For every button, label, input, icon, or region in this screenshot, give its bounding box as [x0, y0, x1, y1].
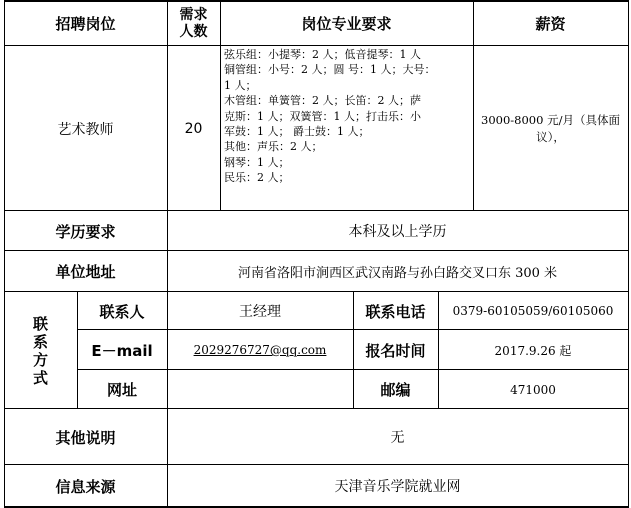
table-border-left [4, 0, 5, 508]
contact-person-value: 王经理 [239, 304, 281, 320]
requirement-line: 军鼓：1 人； 爵士鼓：1 人； [224, 125, 370, 139]
header-salary: 薪资 [535, 15, 566, 33]
education-label: 学历要求 [55, 222, 116, 241]
contact-signup-label: 报名时间 [365, 341, 426, 360]
table-border-right [628, 0, 629, 508]
contact-website-label: 网址 [106, 381, 137, 399]
header-position: 招聘岗位 [55, 15, 116, 33]
address-label: 单位地址 [55, 263, 116, 281]
table-rule [4, 408, 629, 409]
contact-label-char: 式 [32, 368, 48, 387]
requirement-line: 弦乐组：小提琴：2 人；低音提琴：1 人 [224, 48, 421, 61]
requirement-line: 克斯：1 人；双簧管：1 人；打击乐：小 [224, 109, 421, 123]
contact-email-value [167, 330, 353, 370]
email-link[interactable]: 2029276727@qq.com [193, 343, 327, 357]
notes-label: 其他说明 [55, 428, 116, 447]
contact-label [4, 292, 77, 409]
requirement-line: 木管组：单簧管：2 人；长笛：2 人；萨 [224, 94, 421, 108]
table-rule [438, 292, 439, 409]
contact-phone-label: 联系电话 [365, 302, 426, 321]
table-rule [167, 409, 168, 508]
contact-person-label: 联系人 [99, 302, 145, 321]
contact-label-char: 联 [32, 314, 48, 333]
header-count-line2: 人数 [179, 23, 208, 40]
source-label: 信息来源 [55, 477, 116, 496]
requirement-line: 民乐：2 人； [224, 171, 290, 185]
header-count-line1: 需求 [179, 6, 208, 23]
source-value: 天津音乐学院就业网 [334, 479, 461, 495]
contact-postcode-label: 邮编 [380, 381, 411, 399]
table-rule [77, 292, 78, 409]
contact-phone-value: 0379-60105059/60105060 [452, 304, 614, 318]
table-rule [220, 0, 221, 211]
header-count [167, 1, 220, 46]
job-requirements [220, 46, 473, 211]
contact-email-label: E－mail [91, 341, 153, 360]
table-rule [167, 0, 168, 292]
table-border-top [4, 0, 629, 2]
address-value: 河南省洛阳市涧西区武汉南路与孙白路交叉口东 300 米 [237, 266, 558, 281]
contact-label-char: 系 [32, 332, 48, 351]
requirement-line: 钢琴：1 人； [224, 155, 290, 169]
contact-label-char: 方 [32, 350, 48, 369]
job-title: 艺术教师 [57, 121, 114, 138]
table-rule [4, 250, 629, 251]
job-count: 20 [184, 120, 203, 137]
table-rule [4, 464, 629, 465]
table-rule [4, 45, 629, 46]
requirement-line: 1 人； [224, 78, 257, 92]
requirement-line: 其他：声乐：2 人； [224, 140, 323, 154]
table-rule [473, 0, 474, 211]
contact-website-value [167, 370, 353, 409]
table-rule [4, 291, 629, 292]
contact-signup-value: 2017.9.26 起 [494, 343, 572, 358]
contact-postcode-value: 471000 [510, 382, 556, 397]
table-rule [353, 292, 354, 409]
job-salary: 3000-8000 元/月（具体面议）， [481, 112, 620, 144]
education-value: 本科及以上学历 [348, 224, 447, 240]
table-rule [167, 292, 168, 409]
table-rule [4, 210, 629, 211]
notes-value: 无 [390, 430, 405, 446]
requirement-line: 铜管组：小号：2 人；圆 号：1 人；大号： [224, 63, 436, 77]
header-requirements: 岗位专业要求 [301, 15, 392, 33]
